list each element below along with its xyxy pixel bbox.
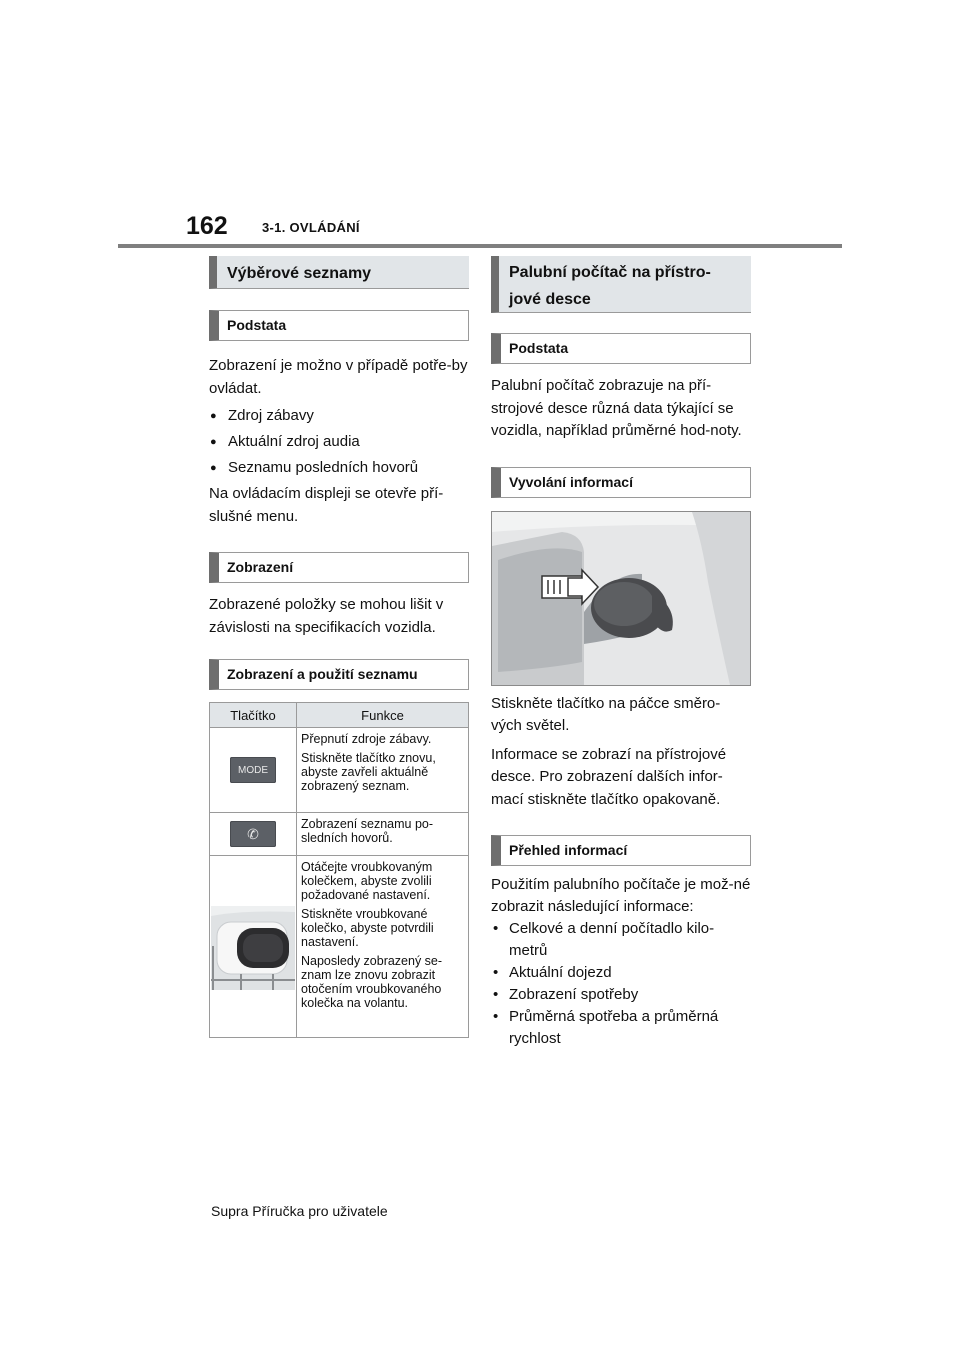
paragraph-menu: Na ovládacím displeji se otevře pří-slušné menu. [209, 485, 444, 525]
paragraph-display: Zobrazené položky se mohou lišit v závislosti na specifikacích vozidla. [209, 596, 444, 636]
list-item: ● Aktuální zdroj audia [209, 431, 469, 453]
column-header-function: Funkce [297, 703, 469, 728]
function-text: Naposledy zobrazený se-znam lze znovu zobrazit otočením vroubkovaného kolečka na volantu. [301, 954, 443, 1010]
left-column [209, 256, 469, 1038]
table-cell-function [297, 856, 469, 1038]
subheading-principle: Podstata [491, 333, 751, 364]
right-column [491, 256, 751, 1050]
function-text: Zobrazení seznamu po-sledních hovorů. [301, 817, 434, 845]
phone-button-icon: ✆ [230, 821, 276, 847]
header-rule [118, 244, 842, 248]
paragraph-intro: Zobrazení je možno v případě potře-by ovládat. [209, 357, 468, 397]
paragraph-onboard: Palubní počítač zobrazuje na pří-strojové desce různá data týkající se vozidla, například průměrné hod-noty. [491, 377, 742, 439]
paragraph-overview: Použitím palubního počítače je mož-né zobrazit následující informace: [491, 876, 751, 915]
info-list [491, 918, 751, 1050]
list-item: ● Seznamu posledních hovorů [209, 457, 469, 479]
subheading-principle: Podstata [209, 310, 469, 341]
section-heading-selection-lists: Výběrové seznamy [209, 256, 469, 289]
list-item: • Průměrná spotřeba a průměrná rychlost [491, 1006, 751, 1050]
footer-text: Supra Příručka pro uživatele [211, 1203, 388, 1219]
paragraph-info-displayed: Informace se zobrazí na přístrojové desce. Pro zobrazení dalších infor-mací stiskněte tlačítko opakovaně. [491, 745, 727, 808]
table-cell-icon [210, 856, 297, 1038]
function-text: Otáčejte vroubkovaným kolečkem, abyste zvolili požadované nastavení. [301, 860, 433, 902]
function-text: Stiskněte vroubkované kolečko, abyste potvrdili nastavení. [301, 907, 434, 949]
list-item: • Celkové a denní počítadlo kilo-metrů [491, 918, 751, 962]
bullet-list [209, 405, 469, 479]
turn-signal-lever-illustration [491, 511, 751, 686]
table-row [210, 856, 469, 1038]
paragraph-press-button: Stiskněte tlačítko na páčce směro-vých světel. [491, 694, 721, 734]
column-header-button: Tlačítko [210, 703, 297, 728]
list-item: ● Zdroj zábavy [209, 405, 469, 427]
table-cell-icon [210, 728, 297, 813]
table-row [210, 728, 469, 813]
subheading-info-overview: Přehled informací [491, 835, 751, 866]
function-text: Stiskněte tlačítko znovu, abyste zavřeli aktuálně zobrazený seznam. [301, 751, 436, 793]
subheading-list-usage: Zobrazení a použití seznamu [209, 659, 469, 690]
function-text: Přepnutí zdroje zábavy. [301, 732, 432, 746]
table-cell-icon [210, 813, 297, 856]
section-heading-onboard-computer: Palubní počítač na přístro-jové desce [491, 256, 751, 313]
subheading-call-info: Vyvolání informací [491, 467, 751, 498]
list-item: • Aktuální dojezd [491, 962, 751, 984]
list-item: • Zobrazení spotřeby [491, 984, 751, 1006]
thumbwheel-icon [211, 906, 295, 990]
table-cell-function [297, 728, 469, 813]
function-table [209, 702, 469, 1038]
mode-button-icon: MODE [230, 757, 276, 783]
table-row [210, 813, 469, 856]
chapter-title: 3-1. OVLÁDÁNÍ [262, 220, 360, 235]
subheading-display: Zobrazení [209, 552, 469, 583]
page-number: 162 [186, 212, 228, 240]
table-cell-function [297, 813, 469, 856]
